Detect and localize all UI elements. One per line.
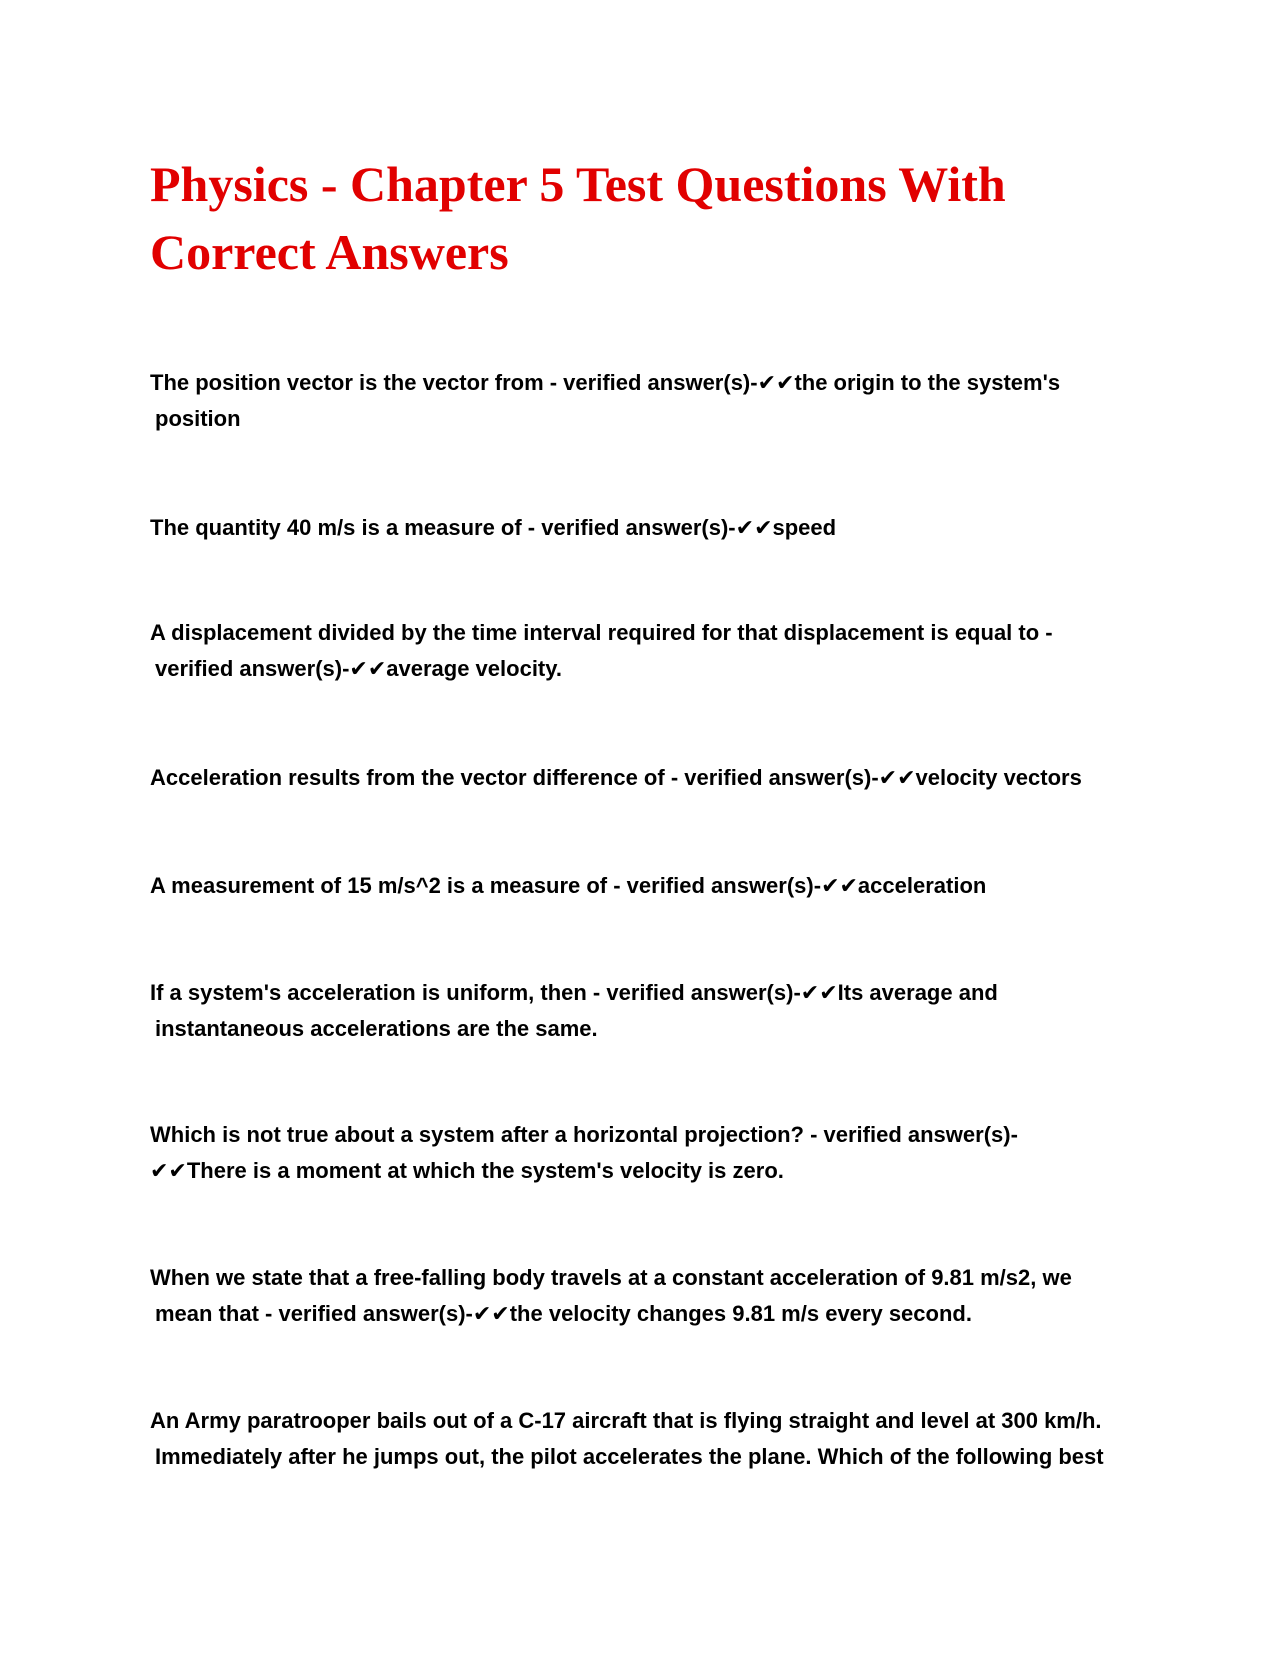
document-title [150, 150, 1150, 286]
qa-item-7-line-2: ✔✔There is a moment at which the system's velocity is zero. [150, 1158, 784, 1183]
qa-item-7 [150, 1117, 1150, 1189]
qa-item-7-line-1: Which is not true about a system after a horizontal projection? - verified answer(s)- [150, 1122, 1018, 1147]
qa-item-6-line-2: instantaneous accelerations are the same. [155, 1016, 598, 1041]
title-line-1: Physics - Chapter 5 Test Questions With [150, 156, 1006, 212]
qa-item-1-line-2: position [155, 406, 241, 431]
qa-item-2 [150, 510, 1150, 546]
qa-item-9-line-2: Immediately after he jumps out, the pilot accelerates the plane. Which of the following best [155, 1444, 1104, 1469]
qa-item-9 [150, 1403, 1150, 1475]
qa-item-8-line-2: mean that - verified answer(s)-✔✔the velocity changes 9.81 m/s every second. [155, 1301, 972, 1326]
qa-item-8-line-1: When we state that a free-falling body travels at a constant acceleration of 9.81 m/s2, we [150, 1265, 1072, 1290]
qa-item-3-line-2: verified answer(s)-✔✔average velocity. [155, 656, 562, 681]
title-line-2: Correct Answers [150, 224, 509, 280]
qa-item-9-line-1: An Army paratrooper bails out of a C-17 aircraft that is flying straight and level at 300 km/h. [150, 1408, 1102, 1433]
qa-item-6 [150, 975, 1150, 1047]
qa-item-8 [150, 1260, 1150, 1332]
qa-item-6-line-1: If a system's acceleration is uniform, then - verified answer(s)-✔✔Its average and [150, 980, 998, 1005]
qa-item-3-line-1: A displacement divided by the time interval required for that displacement is equal to - [150, 620, 1053, 645]
qa-item-1-line-1: The position vector is the vector from - verified answer(s)-✔✔the origin to the system's [150, 370, 1061, 395]
qa-item-4 [150, 760, 1150, 796]
qa-item-5-line-1: A measurement of 15 m/s^2 is a measure of - verified answer(s)-✔✔acceleration [150, 873, 987, 898]
qa-item-1 [150, 365, 1150, 437]
qa-item-5 [150, 868, 1150, 904]
qa-item-2-line-1: The quantity 40 m/s is a measure of - verified answer(s)-✔✔speed [150, 515, 837, 540]
qa-item-4-line-1: Acceleration results from the vector difference of - verified answer(s)-✔✔velocity vectors [150, 765, 1082, 790]
qa-item-3 [150, 615, 1150, 687]
